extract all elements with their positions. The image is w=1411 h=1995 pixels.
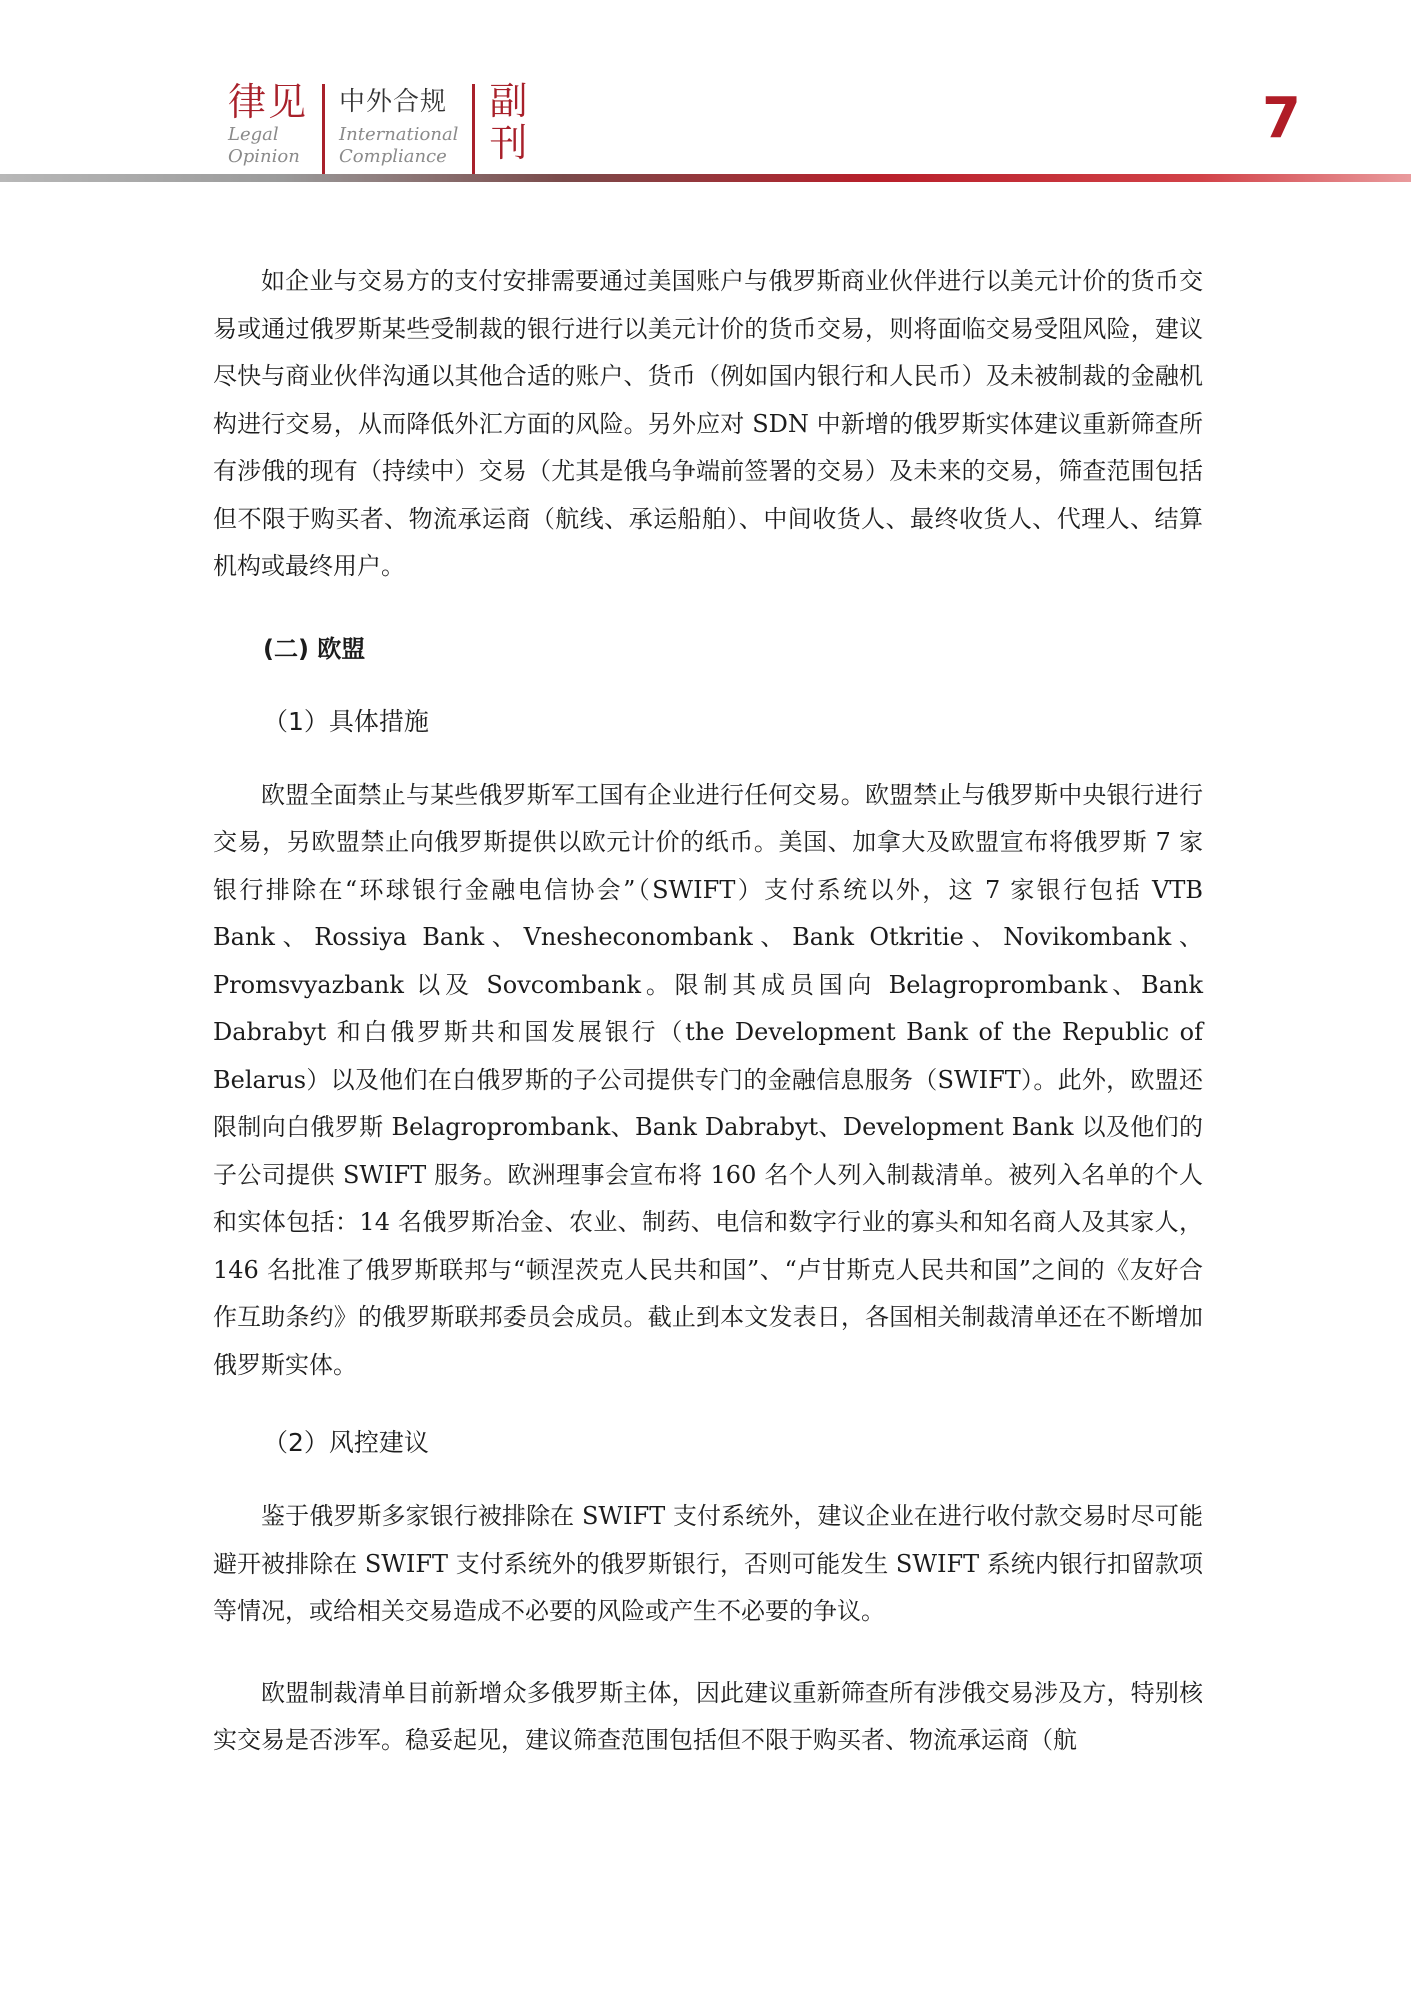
logo-divider bbox=[322, 84, 325, 178]
logo-supplement-char-1: 副 bbox=[489, 79, 528, 123]
logo-international-compliance bbox=[339, 80, 458, 180]
paragraph-us-payment-advice: 如企业与交易方的支付安排需要通过美国账户与俄罗斯商业伙伴进行以美元计价的货币交易或通过俄罗斯某些受制裁的银行进行以美元计价的货币交易，则将面临交易受阻风险，建议尽快与商业伙伴沟通以其他合适的账户、货币（例如国内银行和人民币）及未被制裁的金融机构进行交易，从而降低外汇方面的风险。另外应对 SDN 中新增的俄罗斯实体建议重新筛查所有涉俄的现有（持续中）交易（尤其是俄乌争端前签署的交易）及未来的交易，筛查范围包括但不限于购买者、物流承运商（航线、承运船舶）、中间收货人、最终收货人、代理人、结算机构或最终用户。 bbox=[213, 267, 1203, 580]
logo-subtitle-en-1: International bbox=[339, 124, 459, 145]
paragraph-eu-measures: 欧盟全面禁止与某些俄罗斯军工国有企业进行任何交易。欧盟禁止与俄罗斯中央银行进行交易，另欧盟禁止向俄罗斯提供以欧元计价的纸币。美国、加拿大及欧盟宣布将俄罗斯 7 家银行排除在“环球银行金融电信协会”（SWIFT）支付系统以外，这 7 家银行包括 VTB Bank、Rossiya Bank、Vnesheconombank、Bank Otkritie、Novikombank、Promsvyazbank 以及 Sovcombank。限制其成员国向 Belagroprombank、Bank Dabrabyt 和白俄罗斯共和国发展银行（the Development Bank of the Republic of Belarus）以及他们在白俄罗斯的子公司提供专门的金融信息服务（SWIFT）。此外，欧盟还限制向白俄罗斯 Belagroprombank、Bank Dabrabyt、Development Bank 以及他们的子公司提供 SWIFT 服务。欧洲理事会宣布将 160 名个人列入制裁清单。被列入名单的个人和实体包括：14 名俄罗斯冶金、农业、制药、电信和数字行业的寡头和知名商人及其家人，146 名批准了俄罗斯联邦与“顿涅茨克人民共和国”、“卢甘斯克人民共和国”之间的《友好合作互助条约》的俄罗斯联邦委员会成员。截止到本文发表日，各国相关制裁清单还在不断增加俄罗斯实体。 bbox=[213, 780, 1203, 1379]
section-heading-eu: (二) 欧盟 bbox=[263, 634, 366, 663]
publication-logo bbox=[228, 80, 527, 180]
logo-divider bbox=[472, 84, 475, 178]
page-number: 7 bbox=[1262, 86, 1301, 151]
logo-title-en-1: Legal bbox=[228, 124, 279, 145]
logo-supplement-char-2: 刊 bbox=[489, 121, 528, 165]
logo-subtitle-en-2: Compliance bbox=[339, 146, 447, 167]
logo-legal-opinion bbox=[228, 80, 308, 180]
page-header bbox=[0, 0, 1411, 190]
paragraph-screening-advice: 欧盟制裁清单目前新增众多俄罗斯主体，因此建议重新筛查所有涉俄交易涉及方，特别核实交易是否涉军。稳妥起见，建议筛查范围包括但不限于购买者、物流承运商（航 bbox=[213, 1678, 1203, 1754]
logo-supplement bbox=[489, 80, 527, 180]
subheading-measures: （1）具体措施 bbox=[263, 706, 429, 736]
subheading-risk-advice: （2）风控建议 bbox=[263, 1428, 429, 1457]
logo-subtitle-cn: 中外合规 bbox=[339, 87, 448, 117]
header-rule bbox=[0, 174, 1411, 182]
logo-title-en-2: Opinion bbox=[228, 146, 300, 167]
article-body bbox=[213, 258, 1203, 1765]
paragraph-swift-advice: 鉴于俄罗斯多家银行被排除在 SWIFT 支付系统外，建议企业在进行收付款交易时尽可能避开被排除在 SWIFT 支付系统外的俄罗斯银行，否则可能发生 SWIFT 系统内银行扣留款项等情况，或给相关交易造成不必要的风险或产生不必要的争议。 bbox=[213, 1502, 1203, 1625]
logo-title-cn: 律见 bbox=[228, 80, 309, 124]
